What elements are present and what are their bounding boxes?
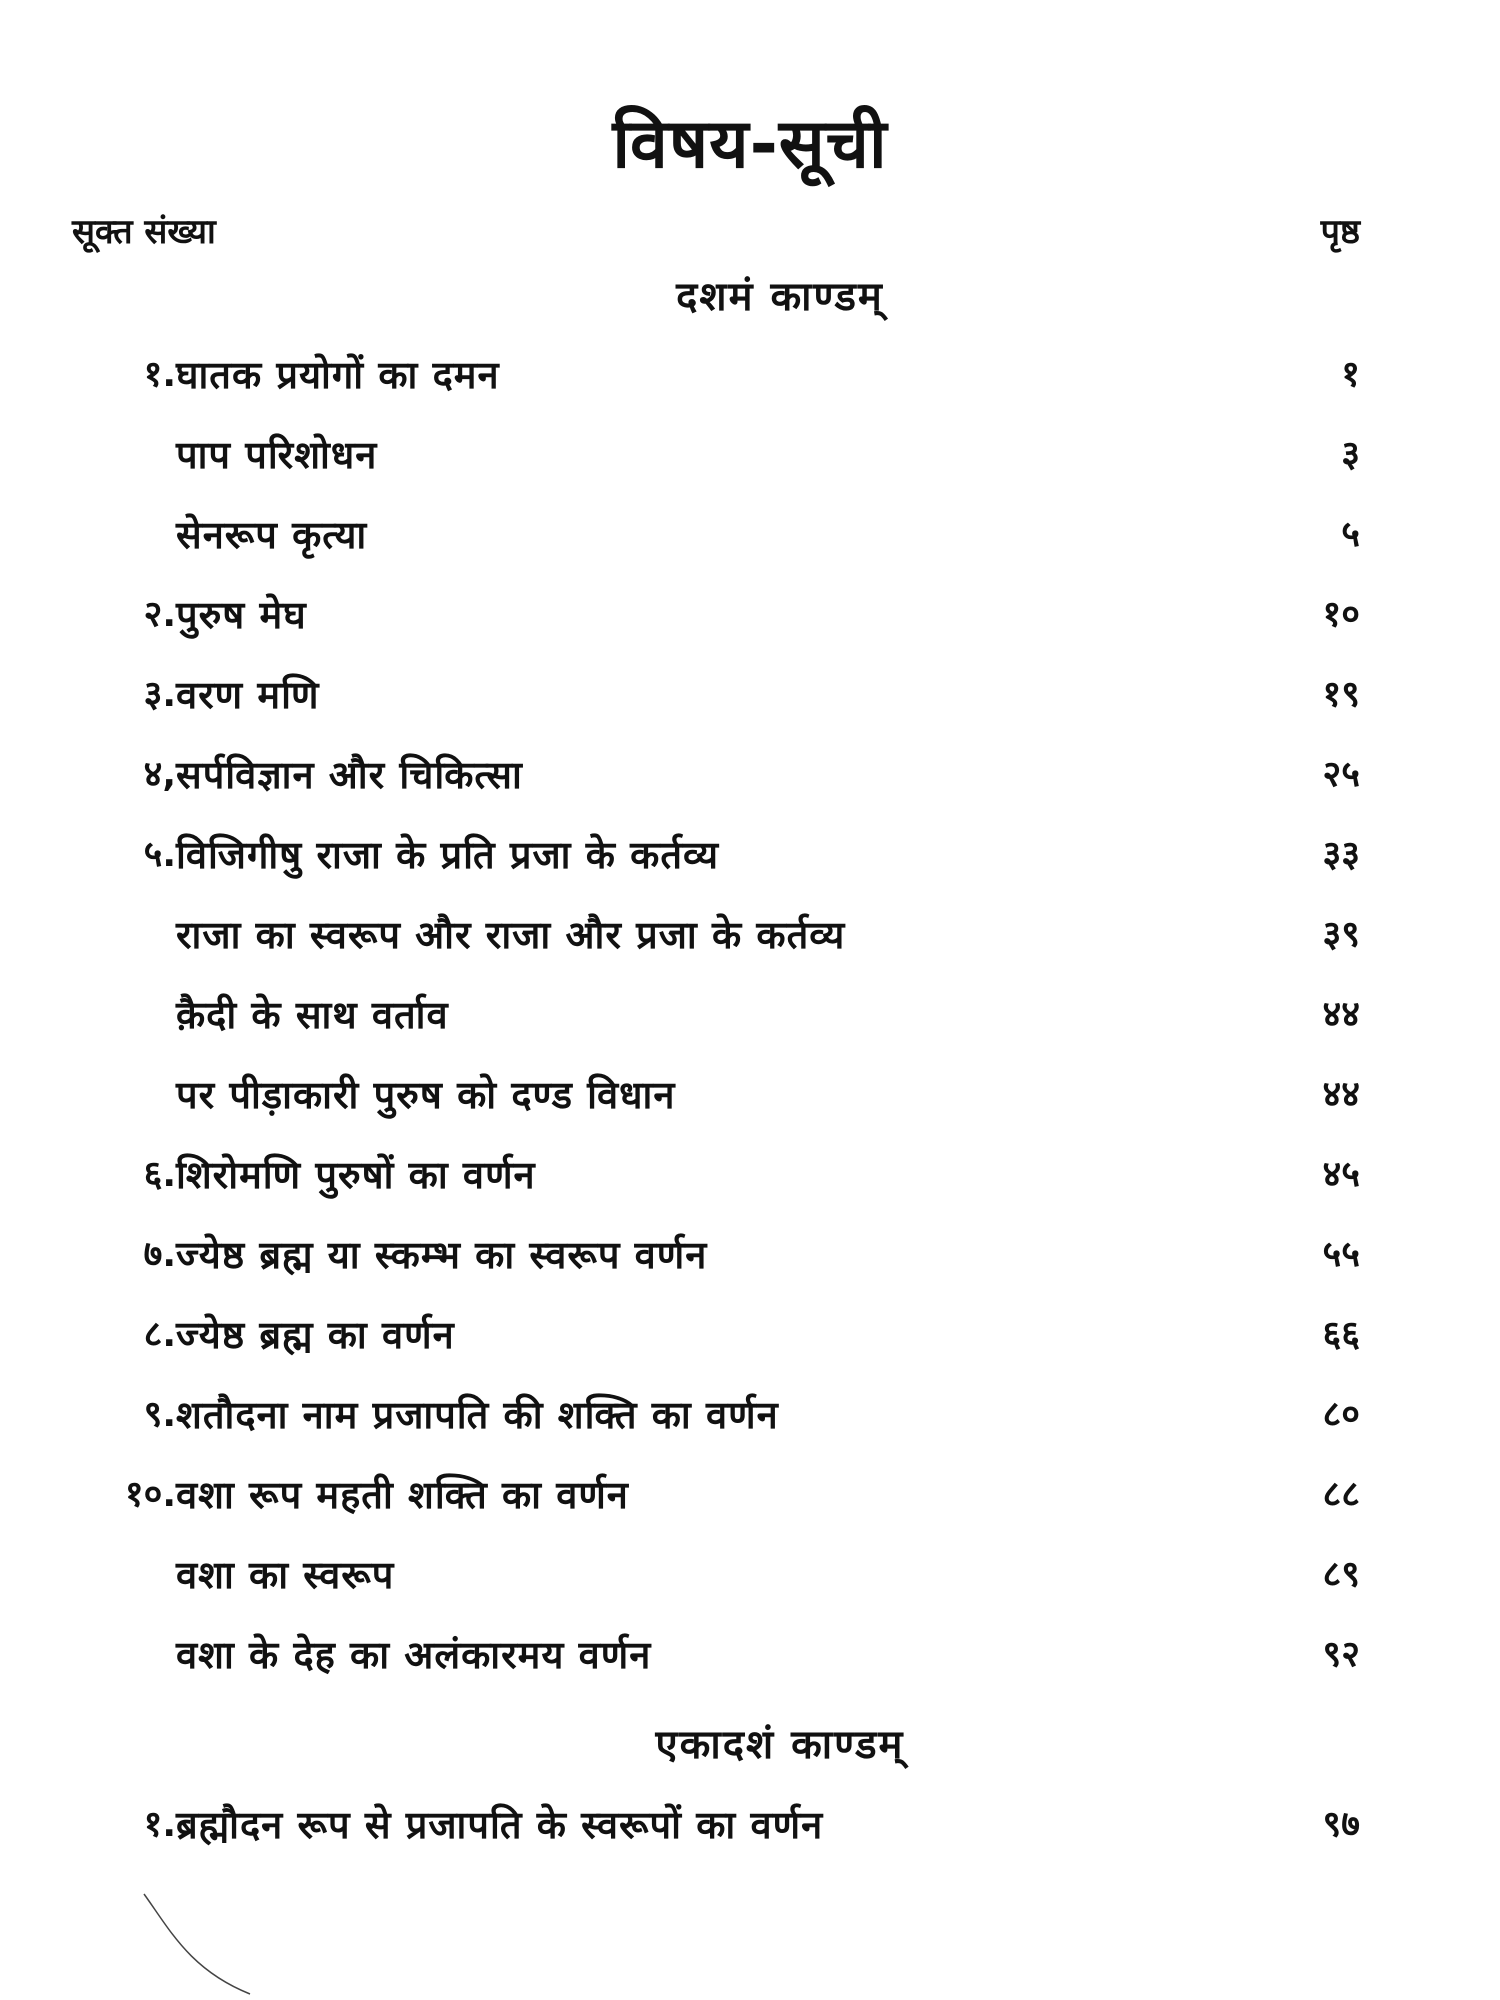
toc-entry <box>0 820 1500 900</box>
toc-entry <box>0 1220 1500 1300</box>
toc-entry <box>0 660 1500 740</box>
entry-title: पाप परिशोधन <box>176 433 378 477</box>
entry-number: ८. <box>143 1314 176 1355</box>
entry-title: वरण मणि <box>176 673 320 717</box>
toc-entry <box>0 1790 1500 1870</box>
toc-entry <box>0 1620 1500 1700</box>
entry-page: १० <box>1322 594 1360 635</box>
entry-title: पर पीड़ाकारी पुरुष को दण्ड विधान <box>176 1073 676 1117</box>
entry-page: ६६ <box>1322 1314 1360 1355</box>
entry-title: वशा के देह का अलंकारमय वर्णन <box>176 1633 652 1677</box>
entry-page: २५ <box>1322 754 1360 795</box>
entry-number: ७. <box>143 1234 176 1275</box>
entry-page: ५ <box>1341 514 1360 555</box>
entry-page: १ <box>1341 354 1360 395</box>
toc-entry <box>0 1300 1500 1380</box>
entry-number: ६. <box>143 1154 176 1195</box>
toc-entry <box>0 1380 1500 1460</box>
entry-title: सर्पविज्ञान और चिकित्सा <box>176 753 523 797</box>
entry-number: ४, <box>143 754 176 795</box>
entry-title: ज्येष्ठ ब्रह्म का वर्णन <box>176 1313 455 1357</box>
entry-number: १०. <box>124 1474 176 1515</box>
section-heading-dasham-kandam: दशमं काण्डम् <box>676 274 884 320</box>
entry-page: ३३ <box>1322 834 1360 875</box>
toc-entry <box>0 1540 1500 1620</box>
entry-page: ९७ <box>1322 1804 1360 1845</box>
entry-page: ५५ <box>1322 1234 1360 1275</box>
section-heading-ekadasham-kandam: एकादशं काण्डम् <box>655 1722 905 1768</box>
toc-list-section-2 <box>0 1790 1500 1870</box>
toc-entry <box>0 420 1500 500</box>
toc-entry <box>0 580 1500 660</box>
entry-number: ९. <box>143 1394 176 1435</box>
entry-number: १. <box>143 354 176 395</box>
entry-number: ५. <box>143 834 176 875</box>
entry-page: ८९ <box>1322 1554 1360 1595</box>
column-header-sukta-number: सूक्त संख्या <box>72 212 216 252</box>
entry-page: ४४ <box>1322 994 1360 1035</box>
entry-page: ३९ <box>1322 914 1360 955</box>
entry-title: सेनरूप कृत्या <box>176 513 368 557</box>
entry-title: विजिगीषु राजा के प्रति प्रजा के कर्तव्य <box>176 833 720 877</box>
entry-number: २. <box>143 594 176 635</box>
entry-title: वशा रूप महती शक्ति का वर्णन <box>176 1473 629 1517</box>
page-title: विषय-सूची <box>612 105 888 184</box>
entry-number: ३. <box>143 674 176 715</box>
toc-entry <box>0 1140 1500 1220</box>
entry-page: ३ <box>1341 434 1360 475</box>
toc-list-section-1 <box>0 340 1500 1700</box>
entry-page: ८८ <box>1322 1474 1360 1515</box>
toc-entry <box>0 900 1500 980</box>
entry-number: १. <box>143 1804 176 1845</box>
entry-title: क़ैदी के साथ वर्ताव <box>176 993 449 1037</box>
entry-page: ८० <box>1322 1394 1360 1435</box>
entry-title: राजा का स्वरूप और राजा और प्रजा के कर्तव्य <box>176 913 846 957</box>
entry-page: ४४ <box>1322 1074 1360 1115</box>
toc-entry <box>0 340 1500 420</box>
entry-title: शतौदना नाम प्रजापति की शक्ति का वर्णन <box>176 1393 779 1437</box>
toc-entry <box>0 500 1500 580</box>
column-header-page: पृष्ठ <box>1320 212 1360 252</box>
toc-entry <box>0 1060 1500 1140</box>
pen-scratch-mark <box>140 1890 260 2000</box>
entry-title: ज्येष्ठ ब्रह्म या स्कम्भ का स्वरूप वर्णन <box>176 1233 708 1277</box>
toc-entry <box>0 740 1500 820</box>
entry-title: वशा का स्वरूप <box>176 1553 395 1597</box>
entry-title: घातक प्रयोगों का दमन <box>176 353 500 397</box>
entry-title: शिरोमणि पुरुषों का वर्णन <box>176 1153 536 1197</box>
entry-page: ४५ <box>1322 1154 1360 1195</box>
entry-title: पुरुष मेघ <box>176 593 307 637</box>
entry-title: ब्रह्मौदन रूप से प्रजापति के स्वरूपों का वर्णन <box>176 1803 824 1847</box>
entry-page: ९२ <box>1322 1634 1360 1675</box>
toc-entry <box>0 980 1500 1060</box>
toc-entry <box>0 1460 1500 1540</box>
entry-page: १९ <box>1322 674 1360 715</box>
